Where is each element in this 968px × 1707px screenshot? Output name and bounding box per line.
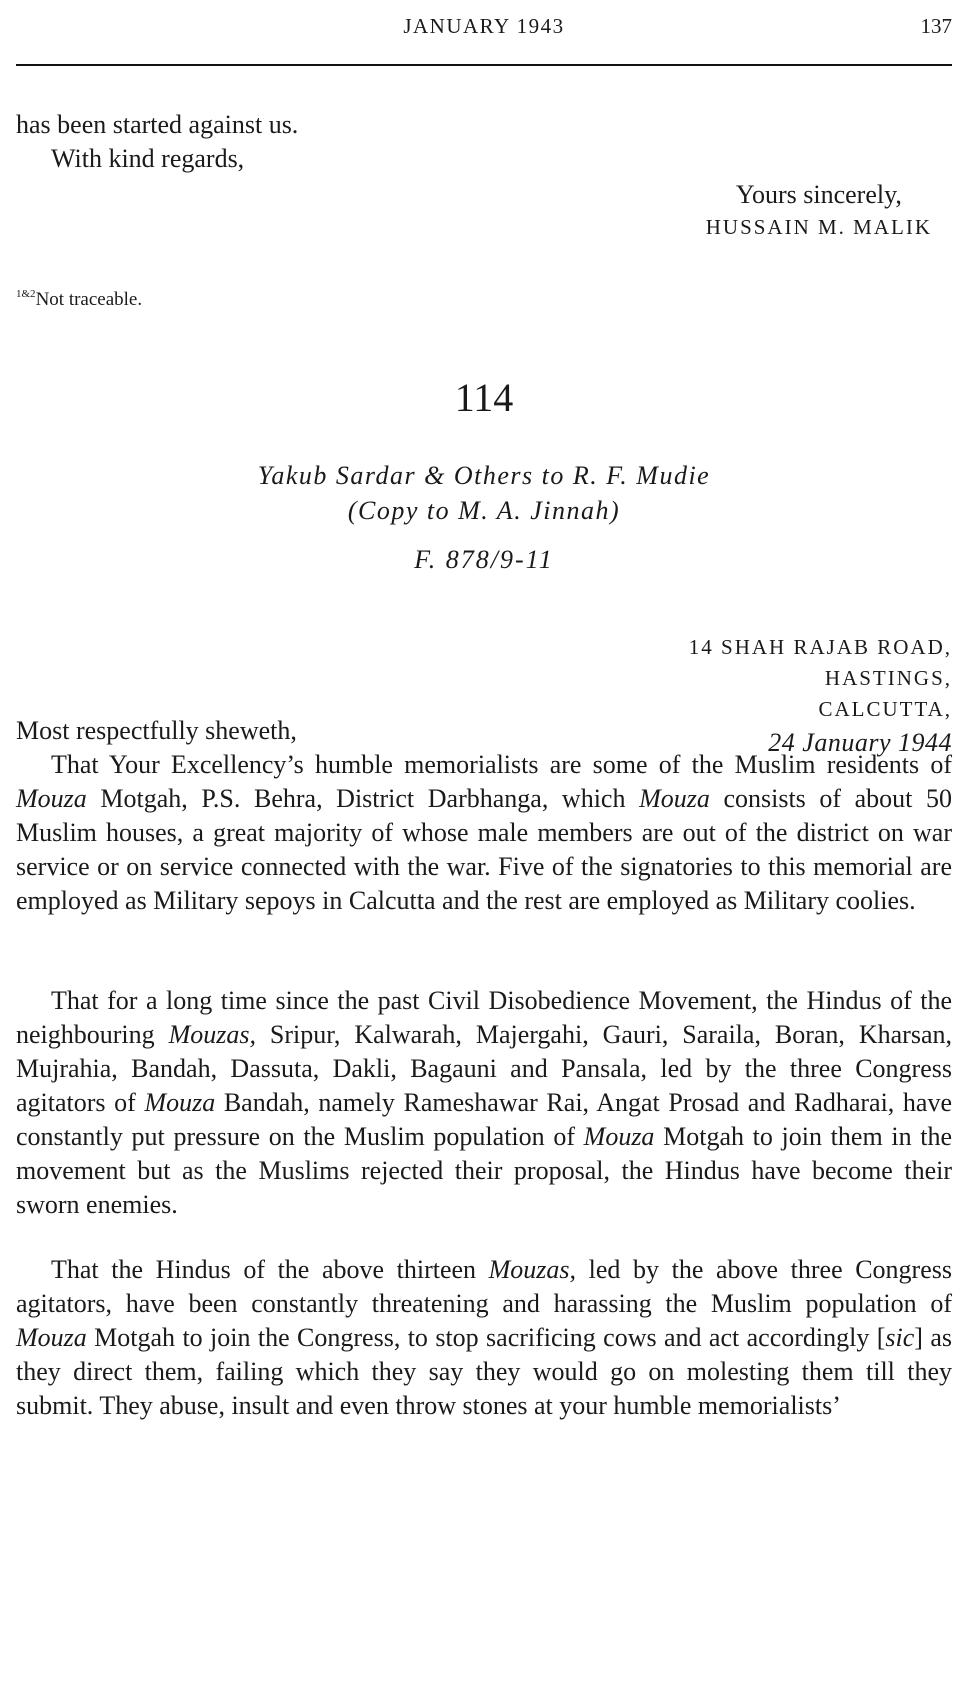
- para1-italic-mouza-2: Mouza: [639, 784, 710, 813]
- heading-line-1: Yakub Sardar & Others to R. F. Mudie: [257, 461, 711, 490]
- paragraph-1: [16, 748, 952, 918]
- address-line-1: 14 SHAH RAJAB ROAD,: [688, 635, 952, 659]
- document-number: 114: [454, 375, 514, 420]
- para3-text-c: Motgah to join the Congress, to stop sacrificing cows and act accordingly [: [86, 1323, 886, 1352]
- footnote: [16, 288, 142, 311]
- para2-italic-mouza-2: Mouza: [583, 1122, 655, 1151]
- paragraph-3: [16, 1253, 952, 1423]
- para2-text-b: Sripur, Kalwarah, Majergahi, Gauri, Saraila, Boran, Kharsan, Mujrahia, Bandah, Dassuta, Dakli, Bagauni and Pansala, led by the three Congress agitators of: [16, 1020, 952, 1117]
- previous-letter-continuation: has been started against us.: [16, 110, 299, 139]
- heading-line-2: (Copy to M. A. Jinnah): [347, 496, 621, 525]
- previous-letter-regards: With kind regards,: [51, 144, 245, 173]
- address-line-3: CALCUTTA,: [818, 697, 952, 721]
- previous-letter-closing: [706, 178, 932, 242]
- para1-text-b: Motgah, P.S. Behra, District Darbhanga, which: [86, 784, 640, 813]
- letter-date: 24 January 1944: [768, 728, 952, 757]
- page-number: 137: [920, 14, 952, 38]
- para2-text-d: Motgah to join them in the movement but as the Muslims rejected their proposal, the Hindus have become their sworn enemies.: [16, 1122, 953, 1219]
- file-reference: F. 878/9-11: [414, 545, 554, 574]
- salutation: Most respectfully sheweth,: [16, 716, 297, 745]
- footnote-marker: 1&2: [16, 288, 36, 300]
- running-head-title: JANUARY 1943: [403, 14, 565, 38]
- signature: HUSSAIN M. MALIK: [705, 215, 932, 239]
- address-line-2: HASTINGS,: [824, 666, 952, 690]
- book-page: [16, 0, 952, 1707]
- paragraph-2: [16, 984, 952, 1222]
- para2-italic-mouzas: Mouzas,: [168, 1020, 256, 1049]
- para1-italic-mouza-1: Mouza: [16, 784, 87, 813]
- para1-text-c: consists of about 50 Muslim houses, a great majority of whose male members are out of the district on war service or on service connected with the war. Five of the signatories to this memorial are employed as Military sepoys in Calcutta and the rest are employed as Military coolies.: [16, 784, 952, 915]
- para3-italic-mouzas: Mouzas,: [488, 1255, 577, 1284]
- closing-phrase: Yours sincerely,: [735, 180, 902, 209]
- sender-address: [689, 632, 952, 725]
- para2-text-c: Bandah, namely Rameshawar Rai, Angat Prosad and Radharai, have constantly put pressure on the Muslim population of: [16, 1088, 952, 1151]
- document-heading: [16, 458, 952, 528]
- footnote-text: Not traceable.: [35, 289, 143, 310]
- para2-text-a: That for a long time since the past Civil Disobedience Movement, the Hindus of the neighbouring: [16, 986, 952, 1049]
- para2-italic-mouza-1: Mouza: [144, 1088, 216, 1117]
- para1-text-a: That Your Excellency’s humble memorialists are some of the Muslim residents of: [51, 750, 952, 779]
- running-head: [16, 14, 952, 46]
- para3-text-d: ] as they direct them, failing which they say they would go on molesting them till they submit. They abuse, insult and even throw stones at your humble memorialists’: [16, 1323, 952, 1420]
- para3-italic-mouza: Mouza: [16, 1323, 87, 1352]
- para3-text-a: That the Hindus of the above thirteen: [51, 1255, 489, 1284]
- header-rule: [16, 64, 952, 66]
- para3-text-b: led by the above three Congress agitators, have been constantly threatening and harassing the Muslim population of: [16, 1255, 952, 1318]
- para3-italic-sic: sic: [885, 1323, 915, 1352]
